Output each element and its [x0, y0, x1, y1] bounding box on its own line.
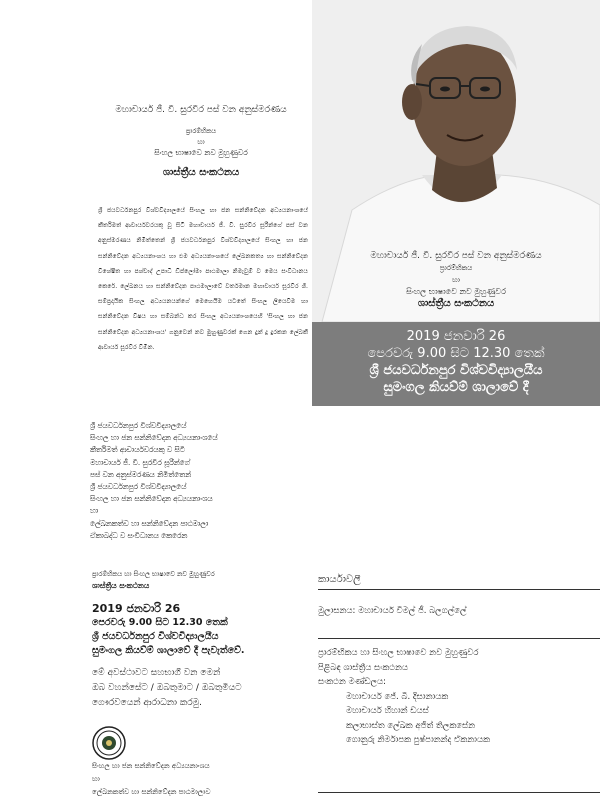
invite-request-3: ගෞරවයෙන් ආරාධනා කරමු.	[92, 698, 202, 708]
invite-time: පෙරවරු 9.00 සිට 12.30 තෙක්	[92, 617, 228, 628]
organizer-footer	[92, 760, 312, 799]
panel-member: මහාචාර්ය හිහාන් ඩයස්	[346, 706, 429, 716]
divider	[318, 792, 600, 793]
panel-label: සංකථන මණ්ඩලය:	[318, 677, 386, 687]
left-header-line-3: හා	[197, 138, 205, 146]
caption-line-3: හා	[452, 276, 460, 284]
panel-member: ගොනුරු නිර්මාපක පුෂ්පානන්ද ඒකනායක	[346, 735, 490, 745]
left-header-line-5: ශාස්ත්‍රීය සංකථනය	[162, 167, 240, 178]
caption-line-5: ශාස්ත්‍රීය සංකථනය	[417, 298, 495, 309]
description-line: පස් වන අනුස්මරණය නිමිත්තෙන්	[90, 469, 191, 479]
intro-paragraph: ශ්‍රී ජයවර්ධනපුර විශ්වවිද්‍යාලයේ සිංහල හා ජන සන්නිවේදන අධ්‍යයනාංශයේ කීර්තිමත් ආචාර්යවරයකු වූ සිටි මහාචාර්ය ජී. වී. සුරවීර සූරීන්ගේ පස් වන අනුස්මරණය නිමිත්තෙන් ශ්‍රී ජයවර්ධනපුර විශ්වවිද්‍යාලයේ සිංහල හා ජන සන්නිවේදන අධ්‍යයනාංශය හා එම අධ්‍යයනාංශයේ ලේඛනකත්‍ය හා සන්නිවේදන විශේෂීත හා පශ්චාද් උපාධි ඩිප්ලෝමා පාඨමාලා නිමැවුම් ව මෙය සංවිධානය කෙරේ. ලේඛනය හා සන්නිවේදන පාඨමාලාවේ වර්තමාන මහාචාර්ය සූරවීර ශී. සම්ප්‍රදායික සිංහල අධ්‍යයනයන්ගේ මෙහෙයීම යටතේ සිංහල ලියෙවීම හා සන්නිවේදන විෂය හා සම්බන්ධ කර සිංහල අධ්‍යයනාංශයෙහි 'සිංහල හා ජන සන්නිවේදන අධ්‍යයනාංශය' ගනුවෙන් නව මුහුණුවරක් ගෙන දුන් දූ දුරකන ලේඛකී ආචාර්ය සූරවීර විමින.	[98, 207, 308, 351]
event-banner	[312, 322, 600, 406]
divider	[318, 589, 600, 590]
description-line: කීර්තිමත් ආචාර්යවරයකු ව සිටි	[90, 445, 185, 455]
description-line: ශ්‍රී ජයවර්ධනපුර විශ්වවිද්‍යාලයේ	[90, 421, 187, 430]
banner-venue-1: ශ්‍රී ජයවර්ධනපුර විශ්වවිද්‍යාලයීය	[369, 363, 543, 378]
university-seal-icon	[92, 726, 126, 760]
photo-caption	[312, 250, 600, 310]
banner-date: 2019 ජනවාරි 26	[406, 329, 506, 344]
description-line: ලේඛනකත්ව හා සන්නිවේදන පාඨමාලා	[90, 518, 209, 528]
description-line: ඒකාබද්ධ ව සංවිධානය කෙරෙන	[90, 530, 188, 540]
invite-title: ශාස්ත්‍රීය සංකථනය	[92, 581, 150, 590]
invite-venue-2: සුමංගල කියව්ම් ශාලාවේ දී පැවැත්වේ.	[92, 645, 245, 656]
description-line: සිංහල හා ජන සන්නිවේදන අධ්‍යයනාංශයේ	[90, 433, 218, 443]
invite-subtitle: ප්‍රාරම්භිකය හා සිංහල භාෂාවෙ නව මුහුණුවර	[92, 570, 215, 578]
invite-request-2: ඔබ වහන්සේට / ඔබතුමාට / ඔබතුමියට	[92, 683, 242, 693]
left-header-line-4: සිංහල භාෂාවෙ නව මුහුණුවර	[154, 148, 248, 157]
description-line: සිංහල හා ජන සන්නිවේදන අධ්‍යයනාංශය	[90, 494, 213, 504]
caption-line-4: සිංහල භාෂාවෙ නව මුහුණුවර	[406, 287, 506, 296]
panel-member: කලාභාස්ත ලේඛක අජිත් තිලකසේන	[346, 720, 476, 731]
panel-member: මහාචාර්ය ජේ. බී. දිසානායක	[346, 691, 449, 702]
banner-time: පෙරවරු 9.00 සිට 12.30 තෙක්	[367, 346, 545, 361]
left-header-line-2: ප්‍රාරම්භිකය	[185, 127, 217, 135]
event-description-list	[90, 420, 305, 542]
invitation-block	[92, 568, 312, 711]
organizer-line-1: සිංහල හා ජන සන්නිවේදන අධ්‍යයනාංශය	[92, 762, 210, 770]
description-line: ශ්‍රී ජයවර්ධනපුර විශ්වවිද්‍යාලයේ	[90, 482, 187, 492]
organizer-line-2: හා	[92, 775, 100, 783]
invite-date: 2019 ජනවාරි 26	[92, 602, 181, 615]
caption-line-2: ප්‍රාරම්භිකය	[439, 264, 473, 272]
program-section-line-1: ප්‍රාරම්භිකය හා සිංහල භාෂාවෙ නව මුහුණුවර	[318, 648, 479, 658]
divider	[318, 638, 600, 639]
program-chair: මුලාසනය: මහාචාර්ය විමල් ජී. බලගල්ලේ	[318, 606, 467, 616]
program-heading: කාර්යාවලී	[318, 574, 361, 585]
invite-venue-1: ශ්‍රී ජයවර්ධනපුර විශ්වවිද්‍යාලයීය	[92, 631, 219, 642]
left-header-line-1: මහාචාර්ය ජී. වී. සුරවීර පස් වන අනුස්මරණය	[115, 105, 287, 115]
left-header	[92, 102, 310, 180]
organizer-line-3: ලේඛනකත්ව හා සන්නිවේදන පාඨමාලාව	[92, 788, 211, 796]
program-section-line-2: පිළිබඳ ශාස්ත්‍රීය සංකථනය	[318, 662, 408, 673]
description-line: හා	[90, 506, 99, 516]
description-line: මහාචාර්ය ජී. වී. සුරවීර සූරීන්ගේ	[90, 457, 190, 467]
invite-request-1: මේ අවස්ථාවට සහභාගී වන මෙන්	[92, 668, 221, 678]
program-section	[318, 574, 600, 745]
caption-line-1: මහාචාර්ය ජී. වී. සුරවීර පස් වන අනුස්මරණය	[370, 251, 542, 261]
banner-venue-2: සුමංගල කියව්ම් ශාලාවේ දී	[383, 380, 529, 395]
